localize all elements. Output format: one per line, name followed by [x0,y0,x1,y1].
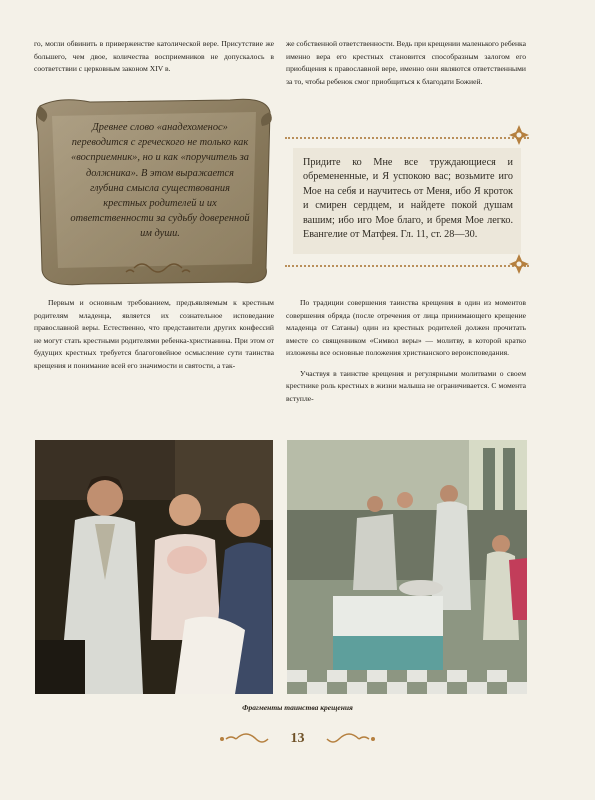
ornament-top-right-icon [508,124,530,146]
right-column-top-text [286,38,526,96]
left-column-bottom-text [34,297,274,380]
page-number: 13 [290,731,305,746]
gospel-quote-box [285,137,529,267]
ornament-bottom-right-icon [508,253,530,275]
photo-right-image [287,440,527,694]
gospel-quote-panel [293,148,521,254]
scroll-quote-text: Древнее слово «анадехомeнос» переводится с греческого не только как «восприемник», но и как «поручитель за должника». В этом выражается глубина смысла существования крестных родителей и их ответственности за судьбу доверенной им души. [70,122,250,240]
paragraph: же собственной ответственности. Ведь при крещении маленького ребенка именно вера его крестных становится способразным залогом его приобщения к православной вере, именно они являются ответственными за то, чтобы ребенок смог приобщиться к благодати Божией. [286,39,526,86]
page-footer [0,724,595,754]
baptism-photo-left [35,440,273,694]
paragraph: По традиции совершения таинства крещения в один из моментов совершения обряда (после отречения от лица принимающего крещение младенца от Сатаны) один из крестных родителей должен прочитать вместе со священником «Символ веры» — молитву, в которой кратко изложены все основные положения христианского вероисповедания. [286,298,526,357]
paragraph: го, могли обвинить в приверженстве католической вере. Присутствие же большего, чем двое, количества восприемников не допускалось в соответствии с церковным законом XIV в. [34,39,274,73]
photo-left-image [35,440,273,694]
paragraph: Первым и основным требованием, предъявляемым к крестным родителям младенца, является их сознательное исповедание православной веры. Естественно, что представители других конфессий не могут стать крестными родителями ребенка-христианина. При этом от будущих крестных требуется благоговейное осмысление сути таинства крещения и понимание всей его значимости и святости, а так- [34,298,274,370]
baptism-photo-right [287,440,527,694]
left-column-top-text [34,38,274,84]
right-column-bottom-text [286,297,526,413]
gospel-quote-text: Придите ко Мне все труждающиеся и обремененные, и Я успокою вас; возьмите иго Мое на себя и научитесь от Меня, ибо Я кроток и смирен сердцем, и найдете покой душам вашим; ибо иго Мое благо, и бремя Мое легко. Евангелие от Матфея. Гл. 11, ст. 28—30. [303,157,513,241]
parchment-scroll-quote [30,92,278,290]
paragraph: Участвуя в таинстве крещения и регулярными молитвами о своем крестнике роль крестных в жизни малыша не ограничивается. С момента вступле- [286,368,526,403]
photo-caption: Фрагменты таинства крещения [242,703,353,712]
